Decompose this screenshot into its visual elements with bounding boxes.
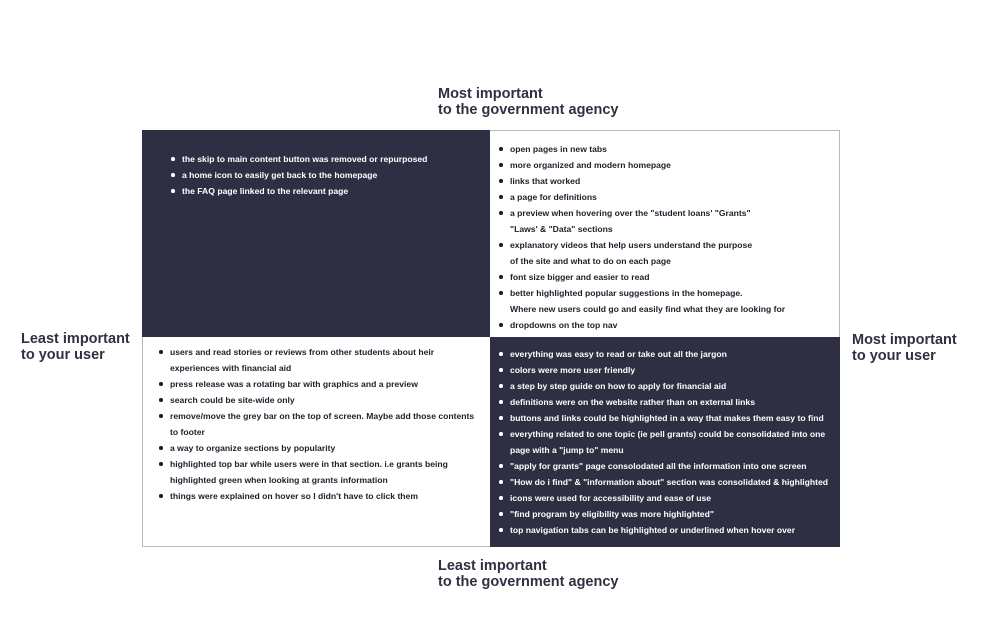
list-item: buttons and links could be highlighted in a way that makes them easy to find: [499, 410, 828, 426]
top-axis-label-line-2: to the government agency: [438, 102, 619, 118]
quadrant-top-right-list: [499, 141, 785, 333]
list-item: things were explained on hover so I didn't have to click them: [159, 488, 474, 504]
bottom-axis-label: [438, 558, 618, 590]
priority-matrix: [142, 130, 840, 547]
list-item: the skip to main content button was removed or repurposed: [171, 151, 427, 167]
top-axis-label-line-1: Most important: [438, 86, 543, 102]
right-axis-label-line-2: to your user: [852, 348, 936, 364]
list-item: a step by step guide on how to apply for financial aid: [499, 378, 828, 394]
list-item: colors were more user friendly: [499, 362, 828, 378]
left-axis-label-line-1: Least important: [21, 331, 130, 347]
list-item: font size bigger and easier to read: [499, 269, 785, 285]
list-item: explanatory videos that help users understand the purpose of the site and what to do on each page: [499, 237, 785, 269]
quadrant-bottom-left: [142, 337, 490, 547]
list-item: highlighted top bar while users were in that section. i.e grants being highlighted green when looking at grants information: [159, 456, 474, 488]
right-axis-label-line-1: Most important: [852, 332, 957, 348]
list-item: a home icon to easily get back to the homepage: [171, 167, 427, 183]
bottom-axis-label-line-1: Least important: [438, 558, 547, 574]
quadrant-top-left-list: [171, 151, 427, 199]
list-item: "find program by eligibility was more highlighted": [499, 506, 828, 522]
list-item: icons were used for accessibility and ease of use: [499, 490, 828, 506]
list-item: press release was a rotating bar with graphics and a preview: [159, 376, 474, 392]
list-item: a way to organize sections by popularity: [159, 440, 474, 456]
list-item: definitions were on the website rather than on external links: [499, 394, 828, 410]
quadrant-bottom-left-list: [159, 344, 474, 504]
right-axis-label: [852, 332, 957, 364]
quadrant-bottom-right-list: [499, 346, 828, 538]
list-item: top navigation tabs can be highlighted or underlined when hover over: [499, 522, 828, 538]
list-item: more organized and modern homepage: [499, 157, 785, 173]
bottom-axis-label-line-2: to the government agency: [438, 574, 619, 590]
top-axis-label: [438, 86, 618, 118]
list-item: "How do i find" & "information about" section was consolidated & highlighted: [499, 474, 828, 490]
list-item: everything was easy to read or take out all the jargon: [499, 346, 828, 362]
list-item: open pages in new tabs: [499, 141, 785, 157]
list-item: a page for definitions: [499, 189, 785, 205]
quadrant-bottom-right: [490, 337, 840, 547]
list-item: the FAQ page linked to the relevant page: [171, 183, 427, 199]
list-item: dropdowns on the top nav: [499, 317, 785, 333]
left-axis-label-line-2: to your user: [21, 347, 105, 363]
list-item: a preview when hovering over the "student loans' "Grants" "Laws' & "Data" sections: [499, 205, 785, 237]
list-item: remove/move the grey bar on the top of screen. Maybe add those contents to footer: [159, 408, 474, 440]
list-item: "apply for grants" page consolodated all the information into one screen: [499, 458, 828, 474]
list-item: everything related to one topic (ie pell grants) could be consolidated into one page with a "jump to" menu: [499, 426, 828, 458]
list-item: better highlighted popular suggestions in the homepage. Where new users could go and easily find what they are looking for: [499, 285, 785, 317]
quadrant-top-left: [142, 130, 490, 337]
list-item: search could be site-wide only: [159, 392, 474, 408]
list-item: links that worked: [499, 173, 785, 189]
list-item: users and read stories or reviews from other students about heir experiences with financial aid: [159, 344, 474, 376]
quadrant-top-right: [490, 130, 840, 337]
left-axis-label: [21, 331, 130, 363]
